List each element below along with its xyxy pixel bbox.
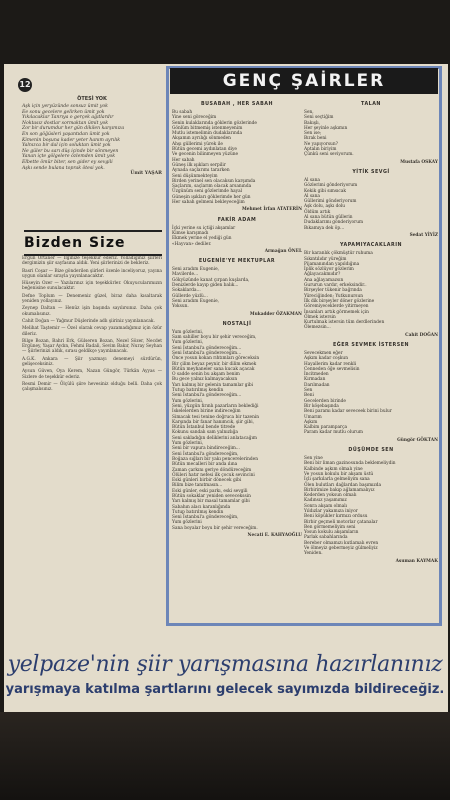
poem-line: Bıkamıya dek öp... bbox=[304, 225, 345, 231]
poem bbox=[304, 343, 438, 443]
poem-line: Dudaklarımı gönderiyorum bbox=[304, 220, 364, 226]
poem bbox=[172, 102, 302, 213]
poem-line: Öldüm artık bbox=[304, 209, 331, 215]
poem-line: Bırak beni bbox=[304, 136, 327, 142]
poem-line: Bu gece yalnız kalmayacaksın bbox=[172, 377, 238, 383]
poem-line: Birbir geçmeli motorlar çatanalar bbox=[304, 519, 378, 525]
poem-line: Hayallerim kadar renkli bbox=[304, 361, 357, 367]
poem-line: Beni bbox=[304, 393, 314, 399]
poem-line: Seni İstanbul'a göndereceğim... bbox=[172, 350, 242, 356]
poem-line: İlk dik birşeyler döner gözlerine bbox=[304, 298, 375, 304]
poem-line: Yarı kalmış bir gelenin tamamlar gibi bbox=[172, 382, 254, 388]
poem-line: Boğaza sığları bir yakı pencerelerinden bbox=[172, 456, 258, 462]
poem-line: Seni İstanbul'a göndereceğim... bbox=[172, 393, 242, 399]
poem-line: Yalnızca bir dal için soluktan ümit yok bbox=[22, 143, 111, 149]
poem-line: Yine seni göreceğim bbox=[172, 115, 217, 121]
page-shadow bbox=[0, 712, 450, 800]
poem-line: Yoksun. bbox=[172, 304, 189, 310]
poem-line: Ağlayacakmıdır? bbox=[304, 272, 341, 278]
poem-line: Gecelerden birinde bbox=[304, 398, 346, 404]
poem-title: YAPAMIYACAKLARIN bbox=[339, 243, 402, 249]
poem-line: Param kadar mutlu olurum bbox=[304, 430, 363, 436]
poem-line: Sen ise; bbox=[304, 131, 322, 137]
poem-line: Sabahın alacı karanlığında bbox=[172, 504, 231, 510]
poem-author: Sedat YİYİZ bbox=[409, 232, 438, 238]
poem-line: Yanan içte gölgelere özlemden ümit yok bbox=[22, 154, 116, 160]
poem-line: Birden yerinel sen olacaksın karşımda bbox=[172, 178, 256, 184]
poem-line: Bütün gecemi aydınlatan diye bbox=[172, 147, 237, 153]
poem-line: Bütün meyhaneler sana kucak açacak bbox=[172, 366, 255, 372]
poem-line: Güllerimi gönderiyorum bbox=[304, 199, 357, 205]
poem-line: Seni İstanbul'a göndereceğim, bbox=[172, 451, 239, 457]
poem-line: Kimse karışmadı bbox=[172, 230, 209, 236]
poem-line: Bütün İstanbul bende titrede bbox=[172, 425, 236, 431]
poem-line: Yum gözlerini, bbox=[172, 329, 204, 335]
reader-letter: Zeynep Daltan — Henüz işin başında sayılırsınız. Daha çok okumalısınız. bbox=[22, 306, 162, 317]
poem-author: Mehmet İrfan ATATERİN bbox=[241, 207, 302, 213]
poem-line: Yarı kalmış bir masal tamamlar gibi bbox=[172, 499, 250, 505]
poem-line: Önce yosun kokan rıhtımları göreceksin bbox=[172, 356, 260, 362]
poem-line: Ee sonu gecelere gelirken ümit yok bbox=[22, 109, 105, 115]
poem-line: Yum gözlerini, bbox=[172, 441, 204, 447]
poem-line: Üzgünüm seni gözlerimde hayal bbox=[172, 189, 243, 195]
poem-line: Kokunu sandalı sam yalnızlığa bbox=[172, 430, 238, 436]
poem-title: BUSABAH , HER SABAH bbox=[201, 102, 273, 107]
poem-line: Akşamın ayrılığı sönmeden bbox=[172, 136, 231, 142]
reader-letter: Ergun Örtaner — İlginize teşekkür ederiz. Yolladığınız şiirleri dergimizin şiir sayfasına aldık. Yeni şiirlerinizi de bekleriz. bbox=[22, 256, 162, 267]
poem-line: Güneş ilk ışıkları serpilir bbox=[172, 162, 226, 168]
poem-title: TALAN bbox=[361, 102, 381, 107]
poem-line: Sam sahiller boyu bir şehir vereceğim, bbox=[172, 335, 257, 341]
poem-author: Güngör GÖKTAN bbox=[397, 437, 438, 443]
poem-line: Ölen bulutları dağlardan başımızda bbox=[304, 482, 382, 488]
contest-banner-subtitle: yarışmaya katılma şartlarını gelecek sayımızda bildireceğiz. bbox=[5, 682, 445, 697]
poem-line: Gururun vardır, erkeksindir.. bbox=[304, 283, 367, 289]
poem-line: Kırmadan bbox=[304, 377, 326, 383]
poem-line: Birbirimize bakıp ağlamamalıyız bbox=[304, 487, 375, 493]
poem-author: Mukadder ÖZAKMAN bbox=[249, 311, 302, 317]
poem-line: Bir çilim beyaz peynir, bir dilim ekmek bbox=[172, 361, 257, 367]
poem-line: Gözlerimi gönderiyorum bbox=[304, 183, 358, 189]
reader-letter: Basri Coşar — Bize gönderilen şiirleri özenle inceliyoruz, yayına uygun olanlar sırayla yayınlanacaktır. bbox=[22, 268, 162, 279]
poem-line: Umarım bbox=[304, 414, 322, 420]
poem bbox=[172, 489, 302, 539]
poem-line: Tutup batırılmış kendin bbox=[172, 388, 224, 394]
poem-line: Seni İstanbul'a göndereceğim... bbox=[172, 345, 242, 351]
left-poem-lines bbox=[22, 104, 162, 171]
poem-line: Zor bir durumdur her gün dikilen karşımıza bbox=[22, 126, 125, 132]
poem-line: Aşkı sende bulana toprak ötesi yok. bbox=[22, 165, 105, 171]
poem-line: Güllerde yüzlü... bbox=[172, 293, 208, 299]
poem-line: Ve ölmeyiz gebermeyiz gülmeliyiz bbox=[304, 546, 378, 552]
poem-line: Aynada saçlarımı tararken bbox=[172, 168, 230, 174]
right-column bbox=[304, 100, 438, 569]
poem-line: Ne güler bu sarı düş içinde bir sönmeyen bbox=[22, 148, 119, 154]
poem-line: Senin kulaklarında göklerin gözlerinde bbox=[172, 120, 257, 126]
poem-line: «Hayvan» dediler. bbox=[172, 241, 212, 247]
poem-title: YİTİK SEVGİ bbox=[352, 169, 390, 175]
poem-title: DÜŞÜMDE SEN bbox=[348, 448, 394, 454]
poem-line: Al sana bütün güllerin bbox=[304, 215, 353, 221]
reader-letter: Melihat Taştemir — Özel olarak cevap yazamadığımız için özür dileriz. bbox=[22, 326, 162, 337]
reader-letter: Bilge Bozan, Bahri Erk, Gülseren Bozan, Nezel Sözer, Necdet Ergüney, Yaşar Aydın, Fehmi Badali, Sevim Bakır, Nuray Seyhan — Şiirlerinizi aldık, sırası geldikçe yayınlanacak. bbox=[22, 338, 162, 355]
poem-line: En son göğüsleri yaşantıdan ümit yok bbox=[22, 131, 110, 137]
poem-line: O sadde senin bu akşam benim bbox=[172, 372, 240, 378]
poem-line: Bir köşebaşında bbox=[304, 403, 339, 409]
poem-line: Aptalın biriyim bbox=[304, 147, 337, 153]
poem-line: Parlak sabahlarında bbox=[304, 535, 348, 541]
poem-line: Kekik gibi sımsıcak bbox=[304, 188, 347, 194]
poem-author: Necati E. KAHYAOĞLU bbox=[247, 533, 302, 539]
poem-line: Seni aradım Eugenie, bbox=[172, 267, 219, 273]
poem-line: Bütün mecalleri bir anda ılına bbox=[172, 462, 238, 468]
poem-line: İnsanları artık görmemek için bbox=[304, 309, 369, 315]
poem-line: Göremiyeceklerde yitirmeyen bbox=[304, 304, 369, 310]
poem-line: Simacak tesi tenine doğruca bir tazenin bbox=[172, 414, 259, 420]
bizden-size-heading: Bizden Size bbox=[24, 230, 162, 256]
poem-title: FAKİR ADAM bbox=[217, 217, 257, 223]
poem-line: Noktasız dostlar sormaktan ümit yok bbox=[22, 120, 109, 126]
poem-line: Sıkıntılıdır yüreğim bbox=[304, 256, 347, 262]
poem-line: Her şeyinle aşkımın bbox=[304, 125, 348, 131]
poem-line: Al sana bbox=[304, 177, 320, 183]
poem-line: İncitmeden bbox=[304, 372, 329, 378]
poem-line: Beni bir liman gazinosunda beklemeliydin bbox=[304, 461, 396, 467]
poem-line: Bereber olmamızı kutlamalı evren bbox=[304, 540, 379, 546]
poem-line: Ana ağlayamazsın bbox=[304, 277, 344, 283]
poem bbox=[172, 322, 302, 489]
poem-line: Sen, bbox=[304, 110, 314, 115]
poem-line: Yıkılacaklar Tanrıya o gerçek ağıtlardır bbox=[22, 115, 114, 121]
poem-line: Mutlu istemelimin dudaklarında bbox=[172, 131, 243, 137]
reader-letters bbox=[22, 256, 162, 395]
poem-line: Yosun kokulu akşamların bbox=[304, 530, 359, 536]
poem-line: Yeniden. bbox=[304, 551, 323, 557]
poem-line: Bütün sokaklar yeniden sevecekssin bbox=[172, 494, 251, 499]
poem-line: Kederden yoksun olmalı bbox=[304, 493, 357, 499]
poem-line: Yıldızlar yakamıza iniyor bbox=[304, 509, 358, 514]
poem-line: Pijamanından yapıldığına bbox=[304, 261, 360, 267]
poem-line: Eski günleri birbir dönecek gibi bbox=[172, 478, 242, 484]
left-poem-title: ÖTESİ YOK bbox=[77, 96, 107, 102]
poem-line: Yum gözlerini bbox=[172, 520, 202, 526]
poem-line: Mavilerde... bbox=[172, 272, 199, 278]
poem-line: Ölmek istersin bbox=[304, 314, 336, 320]
poem-line: Seni seçtiğim bbox=[304, 115, 334, 121]
poem-title: EUGENİE'YE MEKTUPLAR bbox=[198, 259, 276, 265]
poem-line: Seni, yüzgün fırınlı pazarların beklediği bbox=[172, 403, 259, 409]
page-number: 12 bbox=[18, 78, 32, 92]
poem-line: Kalbinde aşkım olmalı yine bbox=[304, 466, 363, 472]
poem-line: Aşkım bbox=[304, 419, 318, 425]
poem-line: Karşında bir fanar hanımcık, şiir gibi, bbox=[172, 419, 254, 425]
reader-letter: Hüseyin Ozer — Yazılarınız için teşekkürler. Okuyucularımızın beğenisine sunulacaktır. bbox=[22, 281, 162, 292]
poem-line: Gökyüzünde kanat çırpan kuşlarda, bbox=[172, 277, 250, 283]
reader-letter: Defne Toplum — Denemeniz güzel, biraz daha kısaltarak yeniden yollayınız. bbox=[22, 293, 162, 305]
poem-line: Bakışlı, bbox=[304, 120, 321, 126]
poem bbox=[172, 259, 302, 317]
poem-line: Seni sakladığın deliklerini anlatacağım bbox=[172, 435, 257, 441]
poem bbox=[172, 218, 302, 254]
poem-author: Cahit DOĞAN bbox=[405, 332, 438, 338]
poem-line: Ahşı güllerimi yürek ile bbox=[172, 141, 223, 147]
poem-line: Her sabah gelmeni bekleyeceğim bbox=[172, 200, 245, 206]
poem-line: Tutup batırılmış kendin bbox=[172, 509, 224, 515]
reader-letter: Aysun Güven, Oya Kerem, Nazan Güngör, Türkân Ayyas — Sizlere de teşekkür ederiz. bbox=[22, 369, 162, 380]
poem-line: Ne yapıyorsun? bbox=[304, 141, 338, 147]
center-column bbox=[172, 100, 302, 543]
poem-line: Yüreciğinden; Yutkunursun bbox=[304, 293, 364, 299]
poem-line: Aşk dolu, aşkı dolu bbox=[304, 204, 346, 210]
reader-letter: Resmi Demir — Ölçülü şiire hevesiniz olduğu belli. Daha çok çalışmalısınız. bbox=[22, 381, 162, 393]
poem-line: Sevecekmen eğer bbox=[304, 350, 343, 356]
poem bbox=[304, 170, 438, 238]
left-poem-author: Ümit YAŞAR bbox=[130, 171, 162, 177]
poem-line: Aşkım kadar coşkun bbox=[304, 356, 348, 362]
poem-line: Cenneden öğe sevmelisin bbox=[304, 366, 360, 372]
left-poem bbox=[22, 96, 162, 183]
poem-line: İçli şarkılarla gelmeliyim sana bbox=[304, 477, 370, 483]
poem-line: Denizlerde kayıp giden balık... bbox=[172, 283, 239, 289]
poem-line: Aşk için yeryüzünde sonsuz ümit yok bbox=[22, 104, 108, 109]
poem-line: İskelelerden birine indireceğim bbox=[172, 409, 241, 415]
poem-line: Sana boyalar boyu bir şehir vereceğim. bbox=[172, 525, 258, 531]
reader-letter: Cahit Doğan — Yağmur Düşlerinde adlı şiiriniz yayınlanacak. bbox=[22, 318, 155, 324]
poem-line: Seni düşünmekteyim bbox=[172, 173, 218, 179]
poem-line: Kalbim paramparça bbox=[304, 425, 348, 431]
poem-line: Güneşin ışıkları göklerimde her gün bbox=[172, 194, 251, 200]
poem-line: Çünkü seni seviyorum. bbox=[304, 152, 354, 158]
poem-line: İçki yerine su içtiği akşamlar bbox=[172, 225, 236, 231]
poem-line: Ölüleri hatır nefesi ilk çocuk sevincini bbox=[172, 472, 255, 478]
poem-line: Zaman çarkını geriye döndüreceğim bbox=[172, 467, 252, 473]
contest-banner-title: yelpaze'nin şiir yarışmasına hazırlanınız bbox=[7, 652, 443, 677]
poem-line: Ve gecenin bilinmeyen yüzüne bbox=[172, 152, 239, 158]
poem-author: Mustafa OSKAY bbox=[400, 159, 438, 165]
poem-line: Beni köpükler kırmızı ordusu bbox=[304, 514, 368, 520]
poem-line: Kadınsız yaşamımız bbox=[304, 498, 347, 504]
poem-line: Bilim bize tanıtmasın... bbox=[172, 483, 223, 489]
poem-author: Asuman KAYMAK bbox=[395, 558, 438, 564]
poem-line: Yum gözlerini, bbox=[172, 340, 204, 346]
poem-line: Her sabah bbox=[172, 157, 195, 163]
poem-line: Birşeyler tükenir bağrında bbox=[304, 288, 362, 294]
poem-line: Eski günler, eski parkı, eski sevgili bbox=[172, 488, 248, 494]
poem bbox=[304, 448, 438, 564]
poem-line: Sen bbox=[304, 388, 313, 394]
poem-line: Ölemezsin... bbox=[304, 325, 331, 331]
genc-sairler-header: GENÇ ŞAİRLER bbox=[170, 68, 438, 94]
poem-author: Armağan ÖNEL bbox=[264, 248, 302, 254]
poem-line: Ben görmemeliyim seni bbox=[304, 524, 356, 530]
poem-line: Sokaklarda... bbox=[172, 288, 201, 294]
poem-line: Sen yine bbox=[304, 456, 323, 462]
poem-line: Al sana bbox=[304, 193, 320, 199]
poem-line: Seni İstanbul'a göndereceğim, bbox=[172, 515, 239, 521]
poem-line: Bu sabah bbox=[172, 110, 193, 115]
poem-line: Darılmadan bbox=[304, 382, 330, 388]
poem bbox=[304, 243, 438, 338]
poem-line: Ve yosun kokulu bir akşam üstü bbox=[304, 471, 374, 477]
poem-line: Ekmek yerine el yediği gün bbox=[172, 236, 232, 242]
poem bbox=[304, 102, 438, 165]
poem-line: Elbette ömür biter, sen gider ey sevgili bbox=[22, 159, 113, 165]
poem-line: İplik sözlüyor gözlerim bbox=[304, 267, 354, 273]
poem-line: Seni bir vapura bindireceğim... bbox=[172, 446, 240, 452]
poem-line: Yum gözlerini, bbox=[172, 398, 204, 404]
poem-line: Saçlarım, saçlarım olacak arsanında bbox=[172, 184, 252, 190]
poem-line: Gönlüm bitmemiş istenmeyenim bbox=[172, 125, 243, 131]
poem-title: NOSTALJİ bbox=[222, 321, 252, 327]
poem-line: Beni paramı kadar seveceek birini bulur bbox=[304, 409, 392, 415]
poem-line: Bir karanlık çökmüştür ruhuma bbox=[304, 251, 373, 257]
poem-line: Kurtulmak istersin tüm derdlerinden bbox=[304, 320, 385, 326]
reader-letter: A.G.K. Ankara — Şiir yazmayı denemeyi sürdürün, gelişeceksiniz. bbox=[22, 356, 162, 368]
poem-title: EĞER SEVMEK İSTERSEN bbox=[333, 342, 409, 348]
poem-line: Sonra akşam olmalı bbox=[304, 503, 347, 509]
poem-line: Kimenin boşuna kader yeter hanım ayrılık bbox=[22, 137, 121, 143]
poem-line: Seni aradım Eugenie, bbox=[172, 298, 219, 304]
